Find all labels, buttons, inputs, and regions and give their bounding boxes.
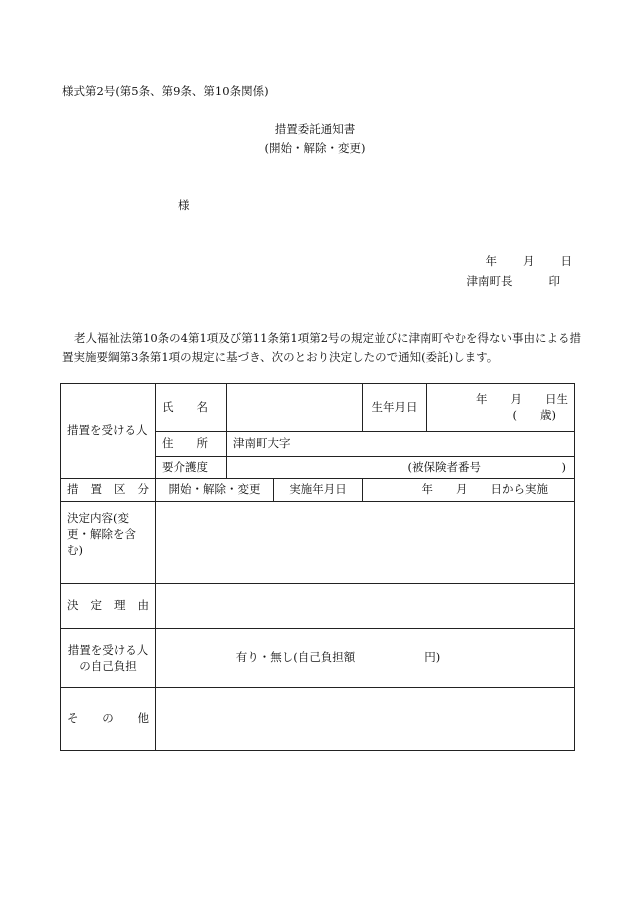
category-field[interactable]: 開始・解除・変更: [156, 479, 274, 502]
decision-field[interactable]: [156, 502, 575, 584]
issuer-name: 津南町長: [466, 274, 513, 288]
document-subtitle: (開始・解除・変更): [264, 141, 366, 155]
date-month: 月: [523, 254, 535, 268]
reason-label: 決定理由: [61, 584, 156, 629]
birth-field[interactable]: [427, 384, 575, 432]
implementation-label: 実施年月日: [274, 479, 363, 502]
birth-date-text: 年 月 日生: [476, 391, 568, 406]
form-reference: 様式第2号(第5条、第9条、第10条関係): [62, 84, 269, 98]
issuer: [467, 274, 561, 290]
issue-date: [486, 254, 573, 270]
other-field[interactable]: [156, 688, 575, 751]
date-year: 年: [485, 254, 497, 268]
seal-mark: 印: [548, 274, 560, 288]
person-label: 措置を受ける人: [61, 384, 156, 479]
date-day: 日: [560, 254, 572, 268]
care-level-label: 要介護度: [156, 457, 227, 479]
decision-label: 決定内容(変更・解除を含む): [61, 502, 156, 584]
addressee-suffix: 様: [178, 198, 190, 212]
address-field[interactable]: 津南町大字: [227, 432, 575, 457]
implementation-field[interactable]: 年 月 日から実施: [363, 479, 575, 502]
burden-field[interactable]: 有り・無し(自己負担額 円): [156, 629, 575, 688]
burden-label: 措置を受ける人の自己負担: [61, 629, 156, 688]
category-label: 措置区分: [61, 479, 156, 502]
name-field[interactable]: [227, 384, 363, 432]
body-text: 老人福祉法第10条の4第1項及び第11条第1項第2号の規定並びに津南町やむを得ない事由による措置実施要綱第3条第1項の規定に基づき、次のとおり決定したので通知(委託)します。: [62, 331, 582, 364]
age-text: ( 歳): [512, 407, 556, 422]
reason-field[interactable]: [156, 584, 575, 629]
name-label: 氏 名: [156, 384, 227, 432]
address-label: 住 所: [156, 432, 227, 457]
document-title: 措置委託通知書: [274, 122, 356, 136]
other-label: その他: [61, 688, 156, 751]
birth-label: 生年月日: [363, 384, 427, 432]
insured-number-field[interactable]: (被保険者番号 ): [227, 457, 575, 479]
notification-form-table: [60, 383, 575, 751]
